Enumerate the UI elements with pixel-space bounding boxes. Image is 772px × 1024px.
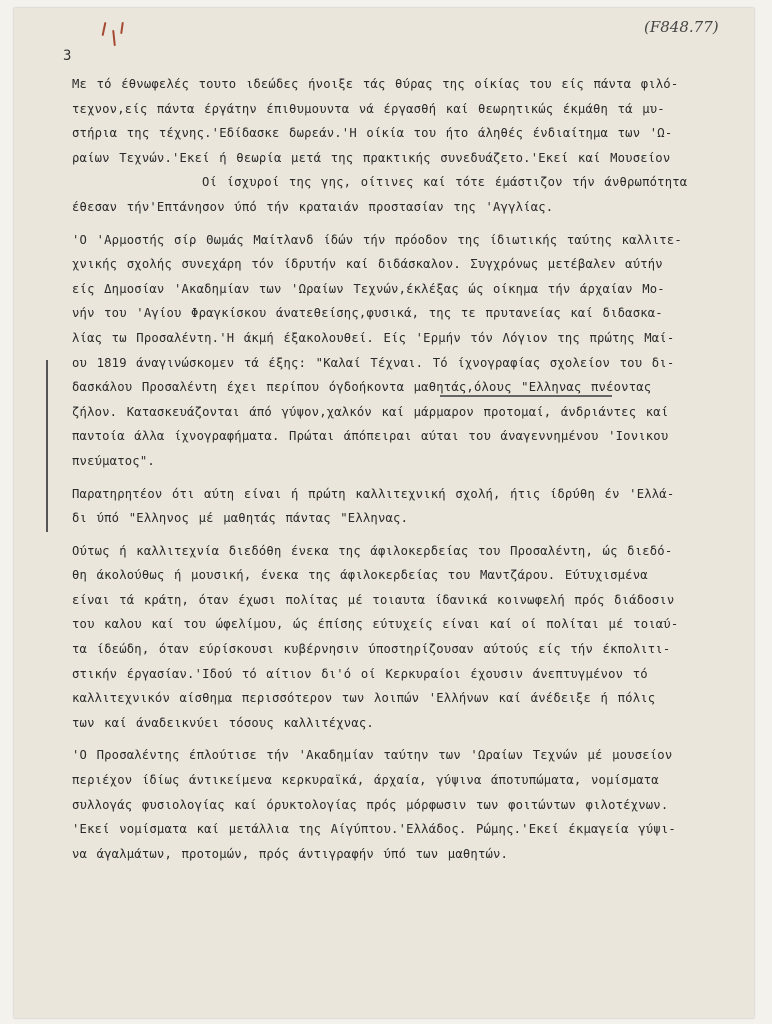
- paragraph-gap: [72, 735, 752, 743]
- text-line: Ούτως ή καλλιτεχνία διεδόθη ένεκα της άφιλοκερδείας του Προσαλέντη, ώς διεδό-: [72, 543, 673, 558]
- paragraph-gap: [72, 531, 752, 539]
- text-line: λίας τω Προσαλέντη.'Η άκμή έξακολουθεί. Είς 'Ερμήν τόν Λόγιον της πρώτης Μαί-: [72, 330, 675, 345]
- paragraph: [72, 228, 752, 474]
- text-line: έθεσαν τήν'Επτάνησον ύπό τήν κραταιάν προστασίαν της 'Αγγλίας.: [72, 199, 554, 214]
- text-line: καλλιτεχνικόν αίσθημα περισσότερον των λοιπών 'Ελλήνων καί άνέδειξε ή πόλις: [72, 691, 656, 706]
- paragraph: [72, 170, 752, 219]
- text-line: τεχνον,είς πάντα έργάτην έπιθυμουντα νά έργασθή καί θεωρητικώς έκμάθη τά μυ-: [72, 101, 665, 116]
- text-line: παντοία άλλα ίχνογραφήματα. Πρώται άπόπειραι αύται του άναγεννημένου 'Ιονικου: [72, 429, 669, 444]
- paragraph-gap: [72, 220, 752, 228]
- text-line: ου 1819 άναγινώσκομεν τά έξης: "Καλαί Τέχναι. Τό ίχνογραφίας σχολείον του δι-: [72, 355, 675, 370]
- archive-reference: (F848.77): [644, 18, 719, 36]
- text-line: τα ίδεώδη, όταν εύρίσκουσι κυβέρνησιν ύποστηρίζουσαν αύτούς είς τήν έκπολιτι-: [72, 642, 671, 657]
- text-line: στικήν έργασίαν.'Ιδού τό αίτιον δι'ό οί Κερκυραίοι έχουσιν άνεπτυγμένον τό: [72, 666, 648, 681]
- text-line: των καί άναδεικνύει τόσους καλλιτέχνας.: [72, 715, 374, 730]
- paragraph-gap: [72, 474, 752, 482]
- text-line: Οί ίσχυροί της γης, οίτινες καί τότε έμάστιζον τήν άνθρωπότητα: [202, 175, 688, 190]
- text-line: περιέχον ίδίως άντικείμενα κερκυραϊκά, άρχαία, γύψινα άποτυπώματα, νομίσματα: [72, 773, 659, 788]
- paragraph: [72, 72, 752, 170]
- text-line: δασκάλου Προσαλέντη έχει περίπου όγδοήκοντα μαθητάς,όλους "Ελληνας πνέοντας: [72, 380, 652, 395]
- margin-bracket: [46, 360, 48, 532]
- text-line: 'Ο Προσαλέντης έπλούτισε τήν 'Ακαδημίαν ταύτην των 'Ωραίων Τεχνών μέ μουσείον: [72, 748, 673, 763]
- text-line: 'Ο 'Αρμοστής σίρ Θωμάς Μαίτλανδ ίδών τήν πρόοδον της ίδιωτικής ταύτης καλλιτε-: [72, 232, 682, 247]
- text-line: Παρατηρητέον ότι αύτη είναι ή πρώτη καλλιτεχνική σχολή, ήτις ίδρύθη έν 'Ελλά-: [72, 486, 675, 501]
- text-line: χνικής σχολής συνεχάρη τόν ίδρυτήν καί διδάσκαλον. Συγχρόνως μετέβαλεν αύτήν: [72, 257, 663, 272]
- text-line: ζήλον. Κατασκευάζονται άπό γύψον,χαλκόν καί μάρμαρον προτομαί, άνδριάντες καί: [72, 404, 669, 419]
- paragraph: [72, 743, 752, 866]
- text-line: είς Δημοσίαν 'Ακαδημίαν των 'Ωραίων Τεχνών,έκλέξας ώς οίκημα τήν άρχαίαν Μο-: [72, 281, 665, 296]
- page-number: 3: [63, 48, 72, 64]
- text-line: Με τό έθνωφελές τουτο ιδεώδες ήνοιξε τάς θύρας της οίκίας του είς πάντα φιλό-: [72, 77, 679, 91]
- text-line: να άγαλμάτων, προτομών, πρός άντιγραφήν ύπό των μαθητών.: [72, 846, 509, 861]
- text-line: του καλου καί του ώφελίμου, ώς έπίσης εύτυχείς είναι καί οί πολίται μέ τοιαύ-: [72, 617, 679, 632]
- text-line: συλλογάς φυσιολογίας καί όρυκτολογίας πρός μόρφωσιν των φοιτώντων φιλοτέχνων.: [72, 797, 669, 812]
- text-line: είναι τά κράτη, όταν έχωσι πολίτας μέ τοιαυτα ίδανικά κοινωφελή πρός διάδοσιν: [72, 592, 675, 607]
- document-body: [72, 72, 752, 866]
- text-line: στήρια της τέχνης.'Εδίδασκε δωρεάν.'Η οίκία του ήτο άληθές ένδιαίτημα των 'Ω-: [72, 126, 673, 141]
- text-line: δι ύπό "Ελληνος μέ μαθητάς πάντας "Ελληνας.: [72, 511, 409, 526]
- text-line: 'Εκεί νομίσματα καί μετάλλια της Αίγύπτου.'Ελλάδος. Ρώμης.'Εκεί έκμαγεία γύψι-: [72, 822, 676, 837]
- text-line: ραίων Τεχνών.'Εκεί ή θεωρία μετά της πρακτικής συνεδυάζετο.'Εκεί καί Μουσείον: [72, 150, 671, 165]
- paragraph: [72, 482, 752, 531]
- paragraph: [72, 539, 752, 736]
- text-line: θη άκολούθως ή μουσική, ένεκα της άφιλοκερδείας του Μαντζάρου. Εύτυχισμένα: [72, 568, 648, 583]
- text-line: νήν του 'Αγίου Φραγκίσκου άνατεθείσης,φυσικά, της τε πρυτανείας καί διδασκα-: [72, 306, 663, 321]
- text-line: πνεύματος".: [72, 453, 155, 468]
